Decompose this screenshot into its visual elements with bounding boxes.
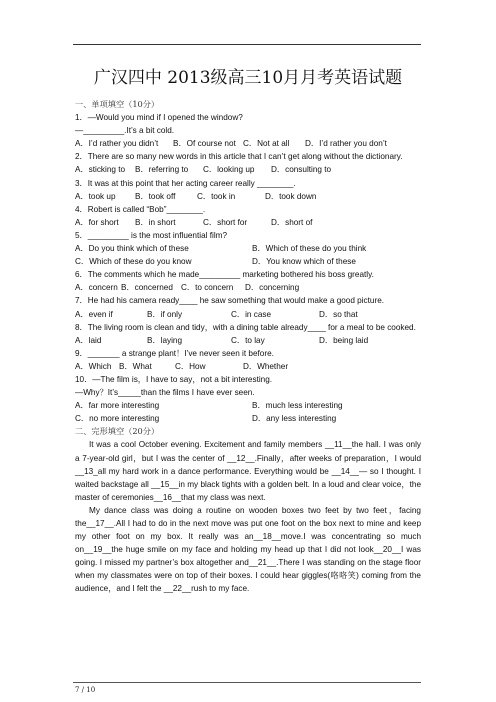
option-c: C．short for bbox=[203, 217, 248, 227]
option-d: D．I’d rather you don’t bbox=[305, 139, 387, 149]
question-1-options bbox=[75, 137, 421, 150]
question-9-stem: 9．_______ a strange plant！I’ve never seen it before. bbox=[75, 348, 274, 358]
question-5-stem: 5．_________ is the most influential film? bbox=[75, 230, 228, 240]
question-5-options-row2 bbox=[75, 255, 421, 268]
option-d: D．Whether bbox=[243, 361, 289, 371]
option-d: D．consulting to bbox=[271, 165, 332, 175]
option-d: D．any less interesting bbox=[252, 414, 337, 424]
question-5-options-row1 bbox=[75, 242, 421, 255]
option-c: C．How bbox=[175, 361, 206, 371]
header-rule bbox=[73, 44, 421, 45]
option-c: C．Not at all bbox=[243, 139, 290, 149]
option-a: A．laid bbox=[75, 335, 102, 345]
option-b: B．in short bbox=[135, 217, 176, 227]
option-c: C．Which of these do you know bbox=[75, 257, 192, 267]
option-b: B．concerned bbox=[121, 283, 173, 293]
option-b: B．referring to bbox=[135, 165, 189, 175]
question-2-options bbox=[75, 163, 421, 176]
option-c: C．to lay bbox=[231, 335, 265, 345]
question-6-stem: 6．The comments which he made_________ marketing bothered his boss greatly. bbox=[75, 270, 374, 280]
question-10-options-row2 bbox=[75, 412, 421, 425]
question-2-stem: 2．There are so many new words in this article that I can’t get along without the dictionary. bbox=[75, 152, 403, 162]
option-d: D．being laid bbox=[319, 335, 369, 345]
option-a: A．sticking to bbox=[75, 165, 126, 175]
question-3-stem: 3．It was at this point that her acting career really ________. bbox=[75, 178, 296, 188]
option-c: C．no more interesting bbox=[75, 414, 160, 424]
option-b: B．What bbox=[119, 361, 152, 371]
cloze-paragraph-2: My dance class was doing a routine on wooden boxes two feet by two feet，facing the__17__.All I had to do in the next move was put one foot on the box next to mine and keep my other foot on my box. It really was an__18__move.I was concentrating so much on__19__the huge smile on my face and holding my head up that I did not look__20__I was going. I missed my partner’s box altogether and__21__.There I was standing on the stage floor when my classmates were on top of their boxes. I could hear giggles(咯咯笑) coming from the audience，and I felt the __22__rush to my face. bbox=[75, 505, 421, 594]
question-3-options bbox=[75, 190, 421, 203]
option-d: D．You know which of these bbox=[252, 257, 356, 267]
option-a: A．far more interesting bbox=[75, 401, 160, 411]
section-heading-single-choice: 一、单项填空（10分） bbox=[75, 99, 160, 109]
option-c: C．to concern bbox=[181, 283, 234, 293]
option-a: A．even if bbox=[75, 309, 113, 319]
footer-rule bbox=[73, 682, 421, 683]
option-a: A．concern bbox=[75, 283, 118, 293]
question-8-stem: 8．The living room is clean and tidy，with a dining table already____ for a meal to be cooked. bbox=[75, 322, 416, 332]
option-b: B．took off bbox=[135, 191, 176, 201]
option-a: A．Do you think which of these bbox=[75, 244, 189, 254]
option-b: B．Of course not bbox=[173, 139, 236, 149]
option-a: A．for short bbox=[75, 217, 119, 227]
option-c: C．in case bbox=[231, 309, 272, 319]
question-9-options bbox=[75, 360, 421, 373]
question-10-reply: —Why？It’s_____than the films I have ever seen. bbox=[75, 388, 255, 398]
question-7-options bbox=[75, 308, 421, 321]
option-d: D．took down bbox=[265, 191, 317, 201]
question-1-reply: —_________.It’s a bit cold. bbox=[75, 126, 175, 136]
option-d: D．concerning bbox=[245, 283, 300, 293]
option-b: B．much less interesting bbox=[252, 401, 343, 411]
question-6-options bbox=[75, 281, 421, 294]
question-10-stem: 10．—The film is，I have to say，not a bit interesting. bbox=[75, 374, 273, 384]
option-a: A．I’d rather you didn’t bbox=[75, 139, 159, 149]
question-7-stem: 7．He had his camera ready____ he saw something that would make a good picture. bbox=[75, 296, 385, 306]
exam-content bbox=[75, 98, 421, 596]
question-1-stem: 1．—Would you mind if I opened the window? bbox=[75, 113, 243, 123]
option-c: C．looking up bbox=[203, 165, 255, 175]
option-d: D．short of bbox=[271, 217, 313, 227]
option-b: B．laying bbox=[147, 335, 183, 345]
option-b: B．Which of these do you think bbox=[252, 244, 367, 254]
cloze-paragraph-1: It was a cool October evening. Excitement and family members __11__the hall. I was only a 7-year-old girl，but I was the center of __12__.Finally，after weeks of preparation，I would __13_all my hard work in a dance performance. Everything would be __14__— so I thought. I waited backstage all __15__in my black tights with a golden belt. In a loud and clear voice，the master of ceremonies__16__that my class was next. bbox=[75, 440, 421, 502]
question-8-options bbox=[75, 334, 421, 347]
question-4-stem: 4．Robert is called “Bob”________. bbox=[75, 204, 206, 214]
exam-title: 广汉四中 2013级高三10月月考英语试题 bbox=[93, 68, 403, 88]
question-4-options bbox=[75, 216, 421, 229]
question-10-options-row1 bbox=[75, 399, 421, 412]
option-a: A．Which bbox=[75, 361, 112, 371]
section-heading-cloze: 二、完形填空（20分） bbox=[75, 426, 160, 437]
option-b: B．if only bbox=[147, 309, 183, 319]
option-c: C．took in bbox=[197, 191, 236, 201]
option-d: D．so that bbox=[319, 309, 358, 319]
option-a: A．took up bbox=[75, 191, 116, 201]
page-number: 7 / 10 bbox=[75, 686, 96, 694]
